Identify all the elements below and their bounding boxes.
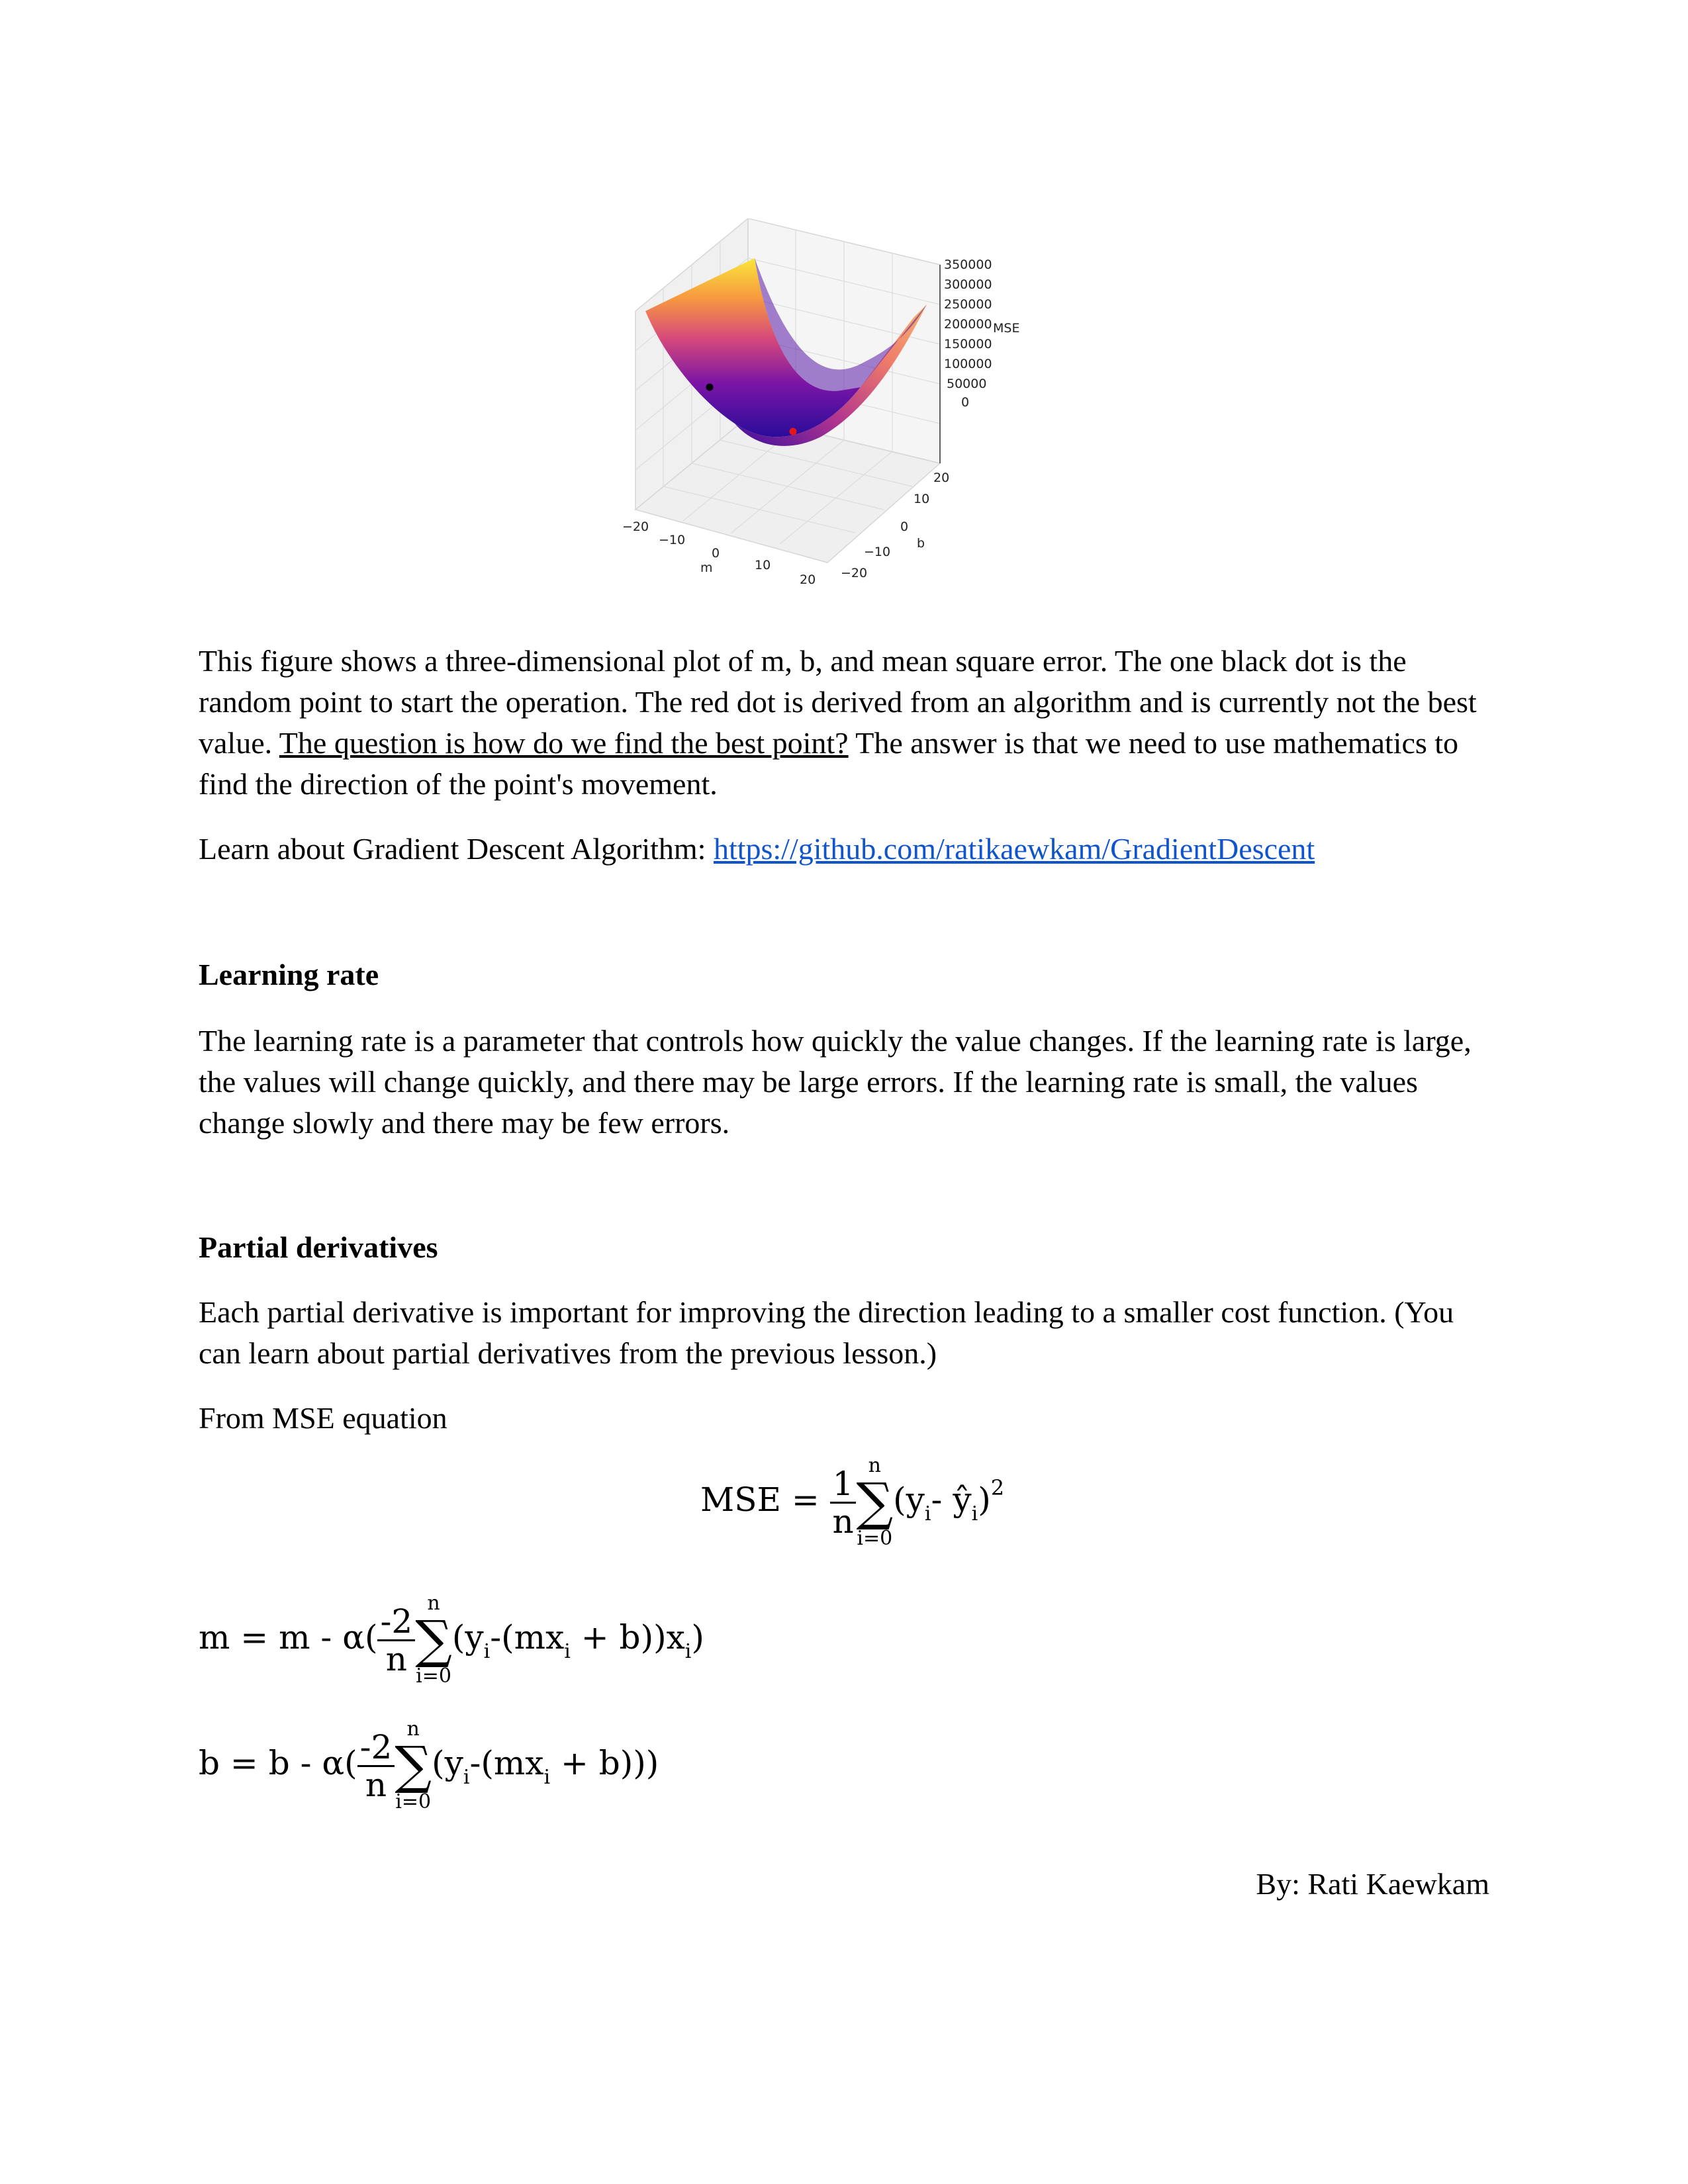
learning-rate-heading: Learning rate <box>199 958 379 991</box>
intro-question: The question is how do we find the best point? <box>279 726 849 760</box>
z-axis-label: MSE <box>993 321 1020 336</box>
z-tick-label: 100000 <box>944 357 992 371</box>
b-tick-label: −10 <box>864 545 891 559</box>
b-tick-label: 0 <box>900 520 909 534</box>
z-tick-label: 150000 <box>944 337 992 351</box>
z-tick-label: 50000 <box>947 377 987 391</box>
z-tick-label: 0 <box>961 395 970 410</box>
b-update-sum: n ∑ i=0 <box>395 1717 432 1813</box>
m-update-sum: n ∑ i=0 <box>415 1592 452 1688</box>
b-update-equation: b = b - α( $\frac{-2}{n}$ n ∑ i=0 $(y_i-(mx_i + b))$) <box>199 1717 659 1813</box>
learn-more-line <box>199 829 1496 870</box>
z-tick-label: 350000 <box>944 257 992 272</box>
m-tick-label: −10 <box>659 533 686 547</box>
intro-text-2: The answer is that we need to use mathematics to find the direction of the point's movement. <box>199 726 1459 801</box>
b-tick-label: 20 <box>933 471 950 485</box>
mse-surface-figure <box>622 218 1086 589</box>
author-byline: By: Rati Kaewkam <box>1256 1867 1489 1901</box>
learn-more-label: Learn about Gradient Descent Algorithm: <box>199 832 714 866</box>
m-update-fraction: $\frac{-2}{n}$ <box>377 1605 415 1676</box>
m-axis-label: m <box>700 561 713 575</box>
z-tick-label: 200000 <box>944 317 992 332</box>
algorithm-point-dot <box>790 428 797 435</box>
z-tick-label: 300000 <box>944 277 992 292</box>
learning-rate-paragraph: The learning rate is a parameter that controls how quickly the value changes. If the learning rate is large, the values will change quickly, and there may be large errors. If the learning rate is small, the values change slowly and there may be few errors. <box>199 1024 1472 1140</box>
b-tick-label: 10 <box>914 492 930 506</box>
b-axis-label: b <box>917 536 925 551</box>
partial-derivatives-paragraph: Each partial derivative is important for improving the direction leading to a smaller cost function. (You can learn about partial derivatives from the previous lesson.) <box>199 1295 1454 1370</box>
m-tick-label: 10 <box>755 558 771 572</box>
m-update-equation: m = m - α( $\frac{-2}{n}$ n ∑ i=0 $(y_i-(mx_i + b))x_i$) <box>199 1592 704 1688</box>
mse-equation: MSE = $\frac{1}{n}$ n ∑ i=0 ($y_i-$ $ŷ_i)^2$ <box>700 1454 1005 1550</box>
from-mse-line: From MSE equation <box>199 1401 447 1435</box>
intro-paragraph <box>199 641 1496 805</box>
intro-text-1: This figure shows a three-dimensional plot of m, b, and mean square error. The one black dot is the random point to start the operation. The red dot is derived from an algorithm and is currently not the best value. <box>199 644 1477 760</box>
start-point-dot <box>706 384 714 391</box>
m-tick-label: −20 <box>622 520 649 534</box>
partial-derivatives-heading: Partial derivatives <box>199 1230 438 1264</box>
mse-sum: n ∑ i=0 <box>856 1454 894 1550</box>
m-tick-label: 0 <box>712 546 720 561</box>
surface-plot-svg <box>622 218 1086 589</box>
github-link[interactable]: https://github.com/ratikaewkam/GradientDescent <box>713 832 1315 866</box>
b-tick-label: −20 <box>841 566 868 580</box>
m-tick-label: 20 <box>800 572 816 587</box>
b-update-lhs: b = b - α( <box>199 1744 357 1782</box>
b-update-fraction: $\frac{-2}{n}$ <box>357 1731 395 1801</box>
m-update-lhs: m = m - α( <box>199 1618 378 1657</box>
mse-fraction: $\frac{1}{n}$ <box>830 1467 857 1538</box>
z-tick-label: 250000 <box>944 297 992 312</box>
mse-lhs: MSE = <box>700 1480 820 1519</box>
